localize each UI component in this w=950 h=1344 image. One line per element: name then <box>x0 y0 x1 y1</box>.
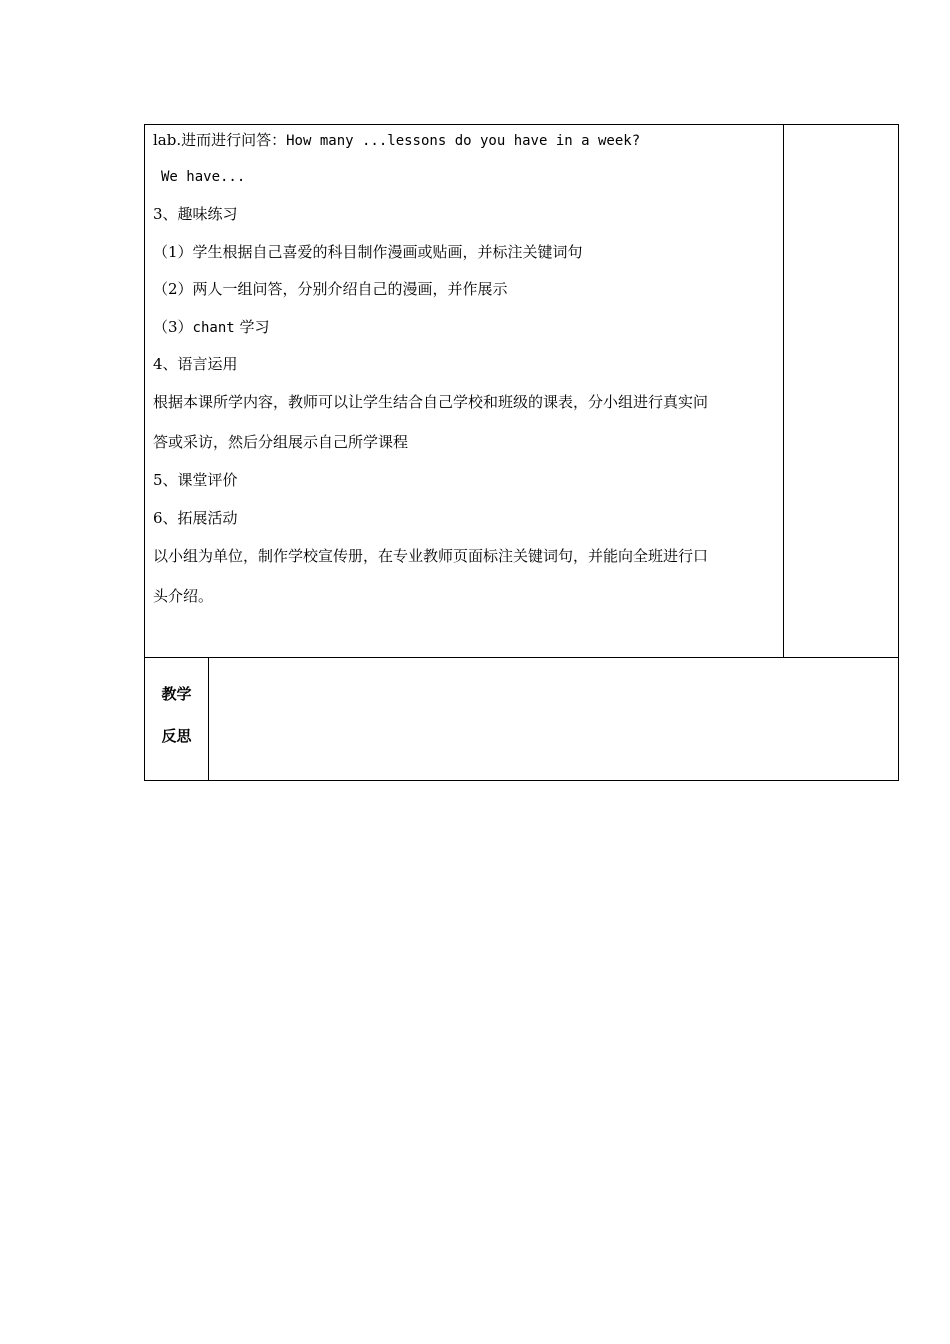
list-item-number: （3） <box>153 318 193 336</box>
paragraph-line: 头介绍。 <box>153 587 214 605</box>
paragraph-line: 答或采访，然后分组展示自己所学课程 <box>153 433 409 451</box>
text-line-prefix: lab.进而进行问答： <box>153 131 287 149</box>
reflection-label-line1: 教学 <box>161 685 192 703</box>
section-heading-extension: 6、拓展活动 <box>153 509 238 527</box>
section-heading-fun-practice: 3、趣味练习 <box>153 205 238 223</box>
list-item: （1）学生根据自己喜爱的科目制作漫画或贴画，并标注关键词句 <box>153 243 583 261</box>
chant-word: chant <box>192 320 235 336</box>
list-item <box>153 317 269 338</box>
english-answer: We have... <box>161 169 246 185</box>
reflection-label-cell <box>145 658 208 780</box>
section-heading-evaluation: 5、课堂评价 <box>153 471 238 489</box>
list-item-suffix: 学习 <box>234 318 270 336</box>
paragraph-line: 根据本课所学内容，教师可以让学生结合自己学校和班级的课表，分小组进行真实问 <box>153 393 709 411</box>
paragraph-line: 以小组为单位，制作学校宣传册，在专业教师页面标注关键词句，并能向全班进行口 <box>153 547 709 565</box>
reflection-content-cell <box>209 658 898 780</box>
text-line <box>153 130 640 151</box>
section-heading-language-use: 4、语言运用 <box>153 355 238 373</box>
table-column-divider <box>783 124 784 658</box>
english-question: How many ...lessons do you have in a week? <box>286 133 641 149</box>
reflection-label-line2: 反思 <box>161 727 192 745</box>
list-item: （2）两人一组问答，分别介绍自己的漫画，并作展示 <box>153 280 508 298</box>
